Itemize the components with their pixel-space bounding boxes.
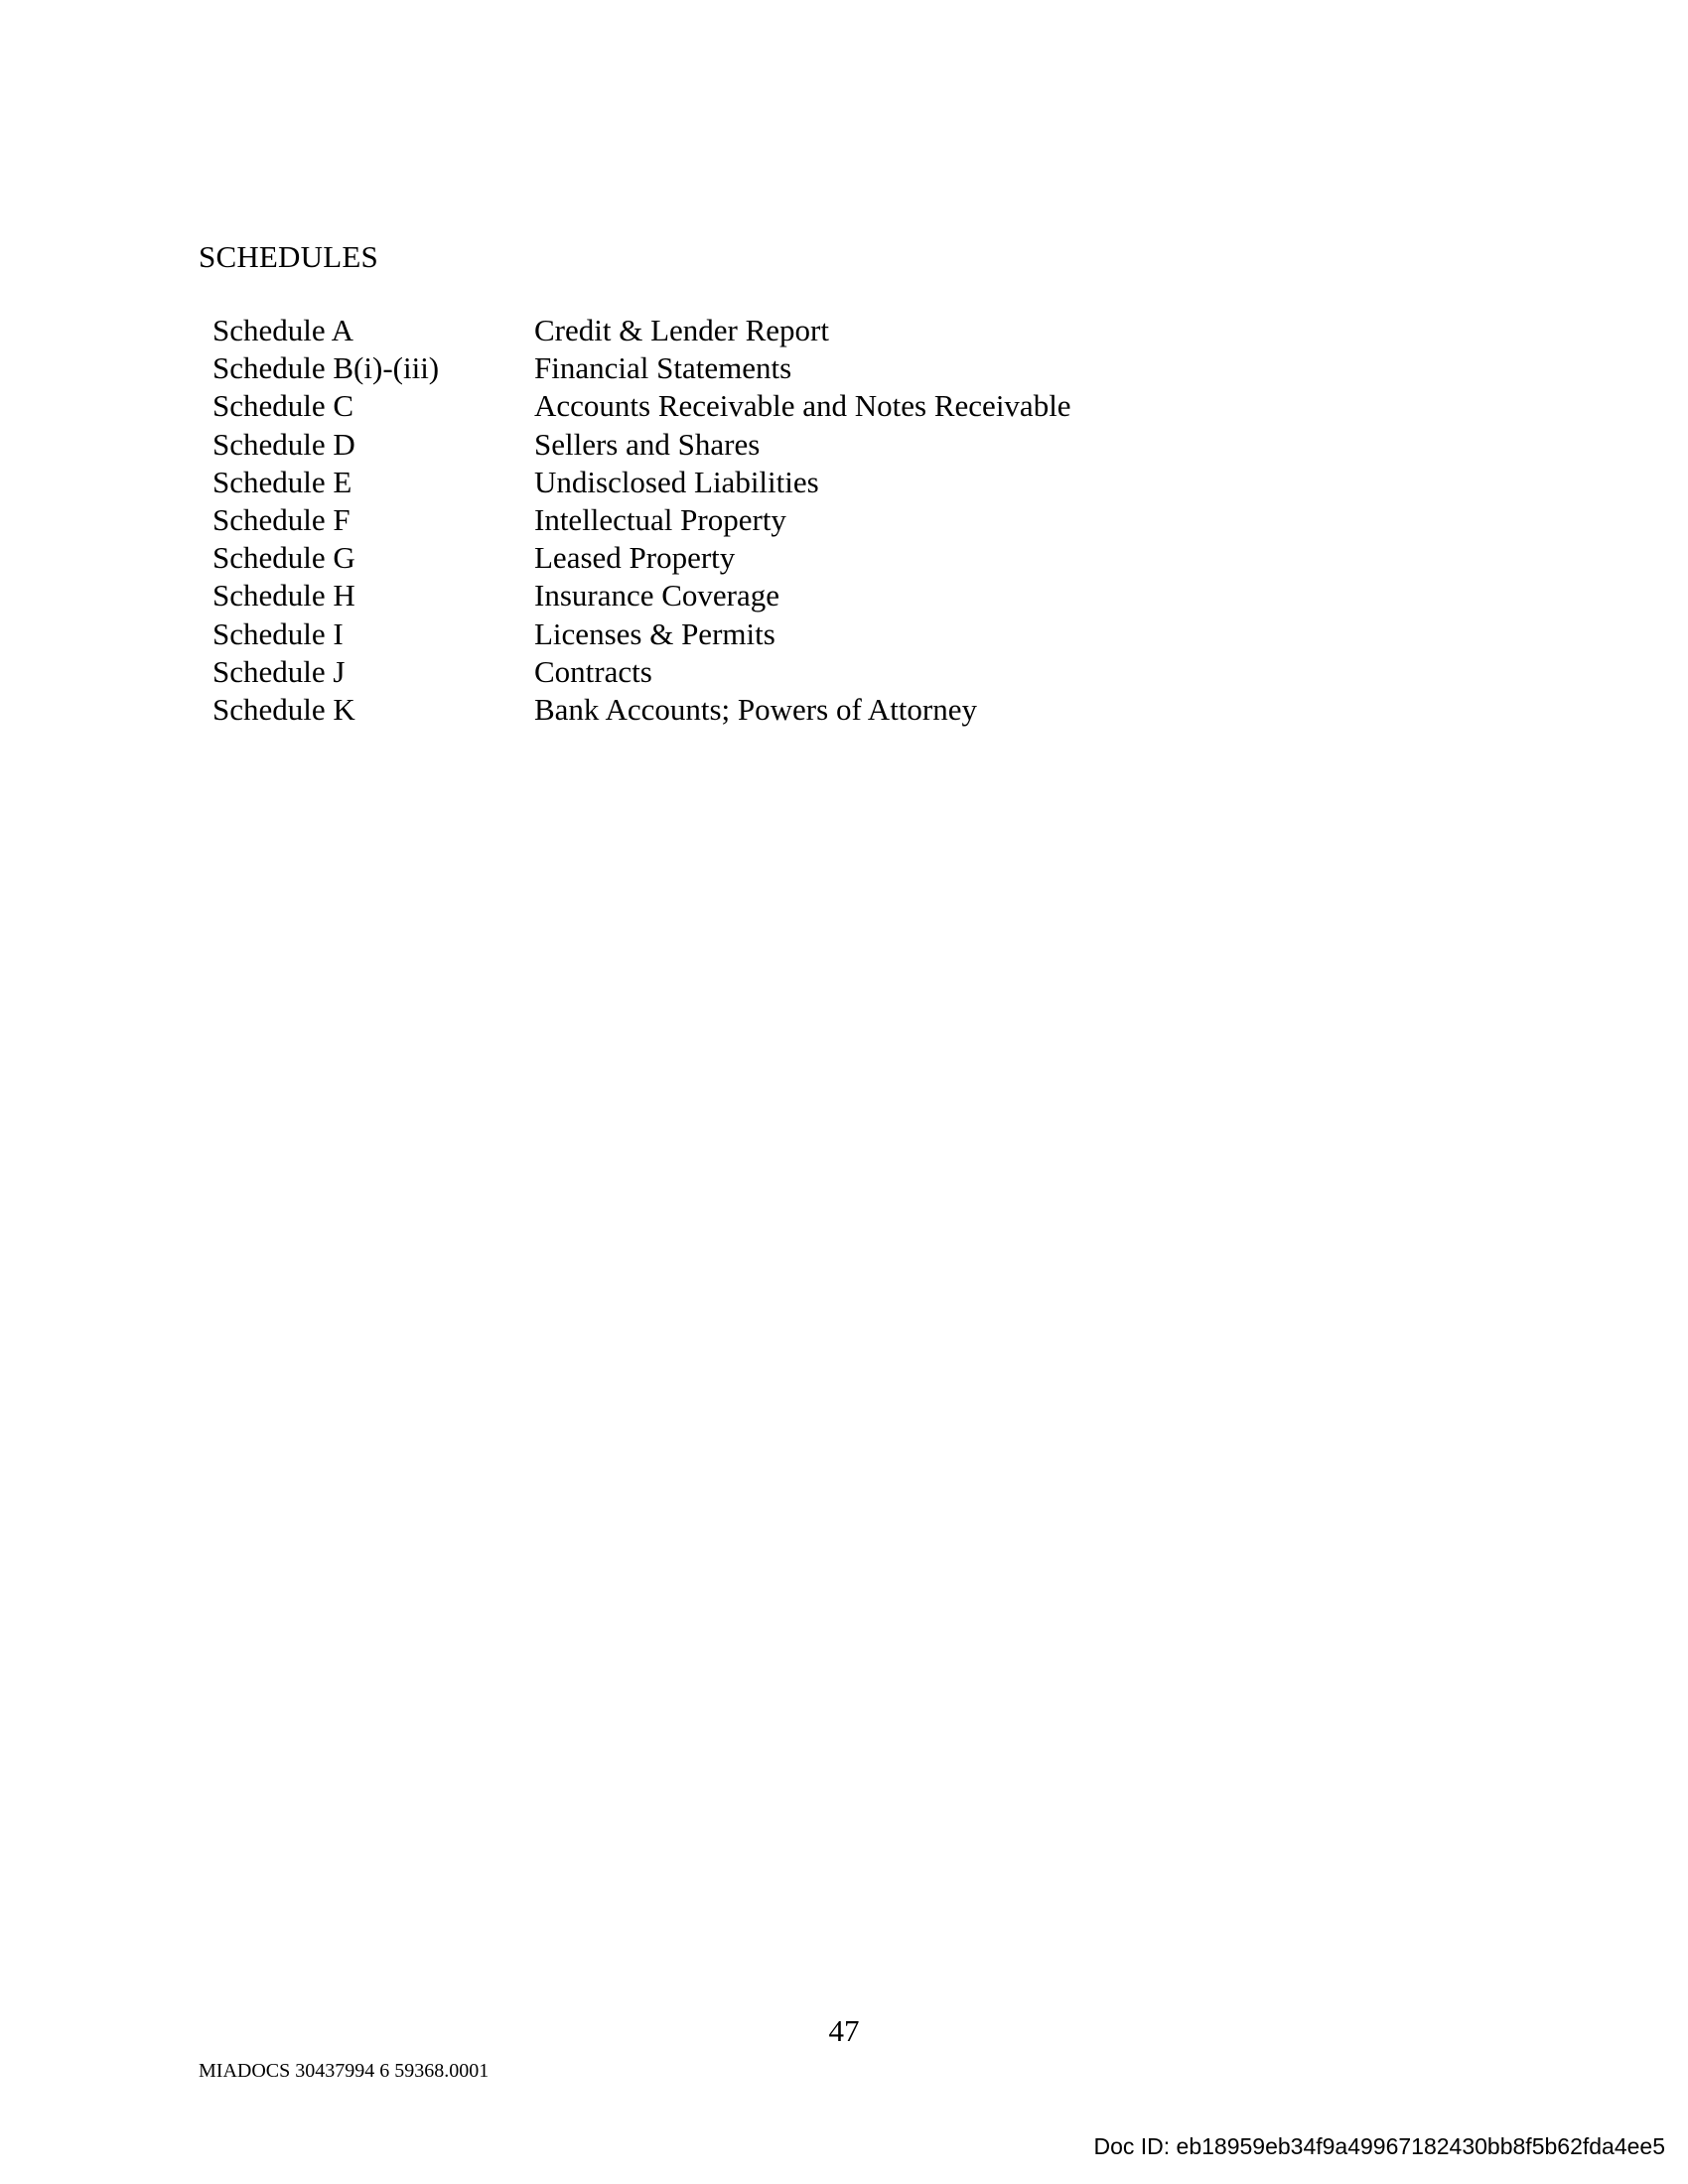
schedule-code: Schedule G	[212, 540, 355, 576]
schedule-description: Sellers and Shares	[534, 426, 761, 462]
schedule-code: Schedule J	[212, 653, 346, 689]
schedule-description: Insurance Coverage	[534, 578, 780, 614]
schedule-row	[212, 464, 1305, 501]
schedule-description: Credit & Lender Report	[534, 313, 829, 347]
schedule-row	[212, 501, 1305, 539]
schedule-code: Schedule B(i)-(iii)	[212, 350, 440, 386]
schedule-row	[212, 691, 1305, 729]
document-reference-footer: MIADOCS 30437994 6 59368.0001	[199, 2060, 490, 2082]
schedules-heading: SCHEDULES	[199, 239, 378, 274]
schedule-code: Schedule K	[212, 691, 355, 727]
schedule-row	[212, 539, 1305, 577]
schedule-row	[212, 577, 1305, 614]
schedule-description: Bank Accounts; Powers of Attorney	[534, 691, 978, 727]
schedule-row	[212, 426, 1305, 464]
page-number: 47	[828, 2013, 860, 2048]
schedule-code: Schedule F	[212, 501, 351, 537]
doc-id-stamp: Doc ID: eb18959eb34f9a49967182430bb8f5b62fda4ee5	[1093, 2133, 1665, 2159]
schedule-description: Undisclosed Liabilities	[534, 464, 819, 499]
schedule-list	[212, 312, 1305, 729]
schedule-description: Accounts Receivable and Notes Receivable	[534, 388, 1071, 424]
schedule-description: Leased Property	[534, 540, 736, 576]
schedule-code: Schedule H	[212, 578, 355, 614]
schedule-description: Contracts	[534, 653, 652, 689]
schedule-code: Schedule E	[212, 464, 352, 499]
schedule-row	[212, 349, 1305, 387]
schedule-code: Schedule A	[212, 313, 354, 347]
schedule-row	[212, 387, 1305, 425]
schedule-code: Schedule I	[212, 615, 344, 651]
schedule-description: Licenses & Permits	[534, 615, 775, 651]
schedule-description: Financial Statements	[534, 350, 792, 386]
schedule-code: Schedule C	[212, 388, 354, 424]
schedule-row	[212, 615, 1305, 653]
schedule-row	[212, 312, 1305, 349]
schedule-description: Intellectual Property	[534, 501, 786, 537]
schedule-code: Schedule D	[212, 426, 355, 462]
schedule-row	[212, 653, 1305, 691]
